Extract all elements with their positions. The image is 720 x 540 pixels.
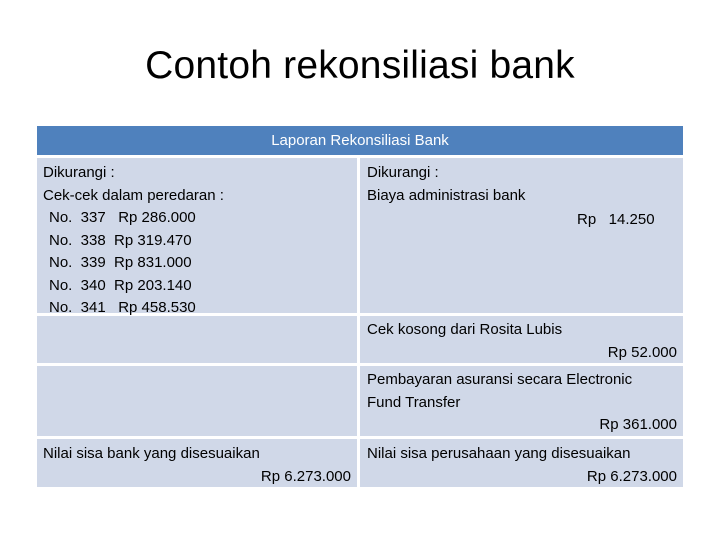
slide-title: Contoh rekonsiliasi bank — [145, 44, 575, 87]
admin-fee-amount: Rp 14.250 — [577, 211, 655, 228]
table-row — [37, 439, 683, 487]
right-dikurangi-label: Dikurangi : — [367, 164, 439, 181]
empty-cell — [37, 316, 357, 363]
adjusted-company-balance-cell — [360, 439, 683, 487]
adjusted-bank-balance-cell — [37, 439, 357, 487]
outstanding-checks-label: Cek-cek dalam peredaran : — [43, 186, 224, 204]
check-item: No. 339 Rp 831.000 — [49, 254, 192, 271]
admin-fee-label: Biaya administrasi bank — [367, 186, 526, 204]
bounced-check-cell — [360, 316, 683, 363]
table-header: Laporan Rekonsiliasi Bank — [37, 126, 683, 155]
check-item: No. 341 Rp 458.530 — [49, 299, 196, 316]
insurance-label-line2: Fund Transfer — [367, 393, 461, 411]
company-deductions-cell — [360, 158, 683, 313]
adjusted-bank-balance-label: Nilai sisa bank yang disesuaikan — [43, 445, 260, 462]
left-dikurangi-label: Dikurangi : — [43, 164, 115, 181]
empty-cell — [37, 366, 357, 436]
adjusted-bank-balance-amount: Rp 6.273.000 — [260, 467, 351, 485]
adjusted-company-balance-label: Nilai sisa perusahaan yang disesuaikan — [367, 445, 631, 462]
check-item: No. 337 Rp 286.000 — [49, 209, 196, 226]
insurance-label-line1: Pembayaran asuransi secara Electronic — [367, 371, 633, 388]
insurance-payment-cell — [360, 366, 683, 436]
check-item: No. 340 Rp 203.140 — [49, 276, 192, 294]
bounced-check-amount: Rp 52.000 — [607, 343, 677, 361]
bounced-check-label: Cek kosong dari Rosita Lubis — [367, 321, 563, 338]
adjusted-company-balance-amount: Rp 6.273.000 — [586, 467, 677, 485]
table-row — [37, 366, 683, 436]
reconciliation-table — [37, 126, 683, 487]
bank-deductions-cell — [37, 158, 357, 316]
table-row — [37, 316, 683, 363]
insurance-amount: Rp 361.000 — [599, 416, 677, 433]
table-row — [37, 158, 683, 316]
check-item: No. 338 Rp 319.470 — [49, 231, 192, 249]
